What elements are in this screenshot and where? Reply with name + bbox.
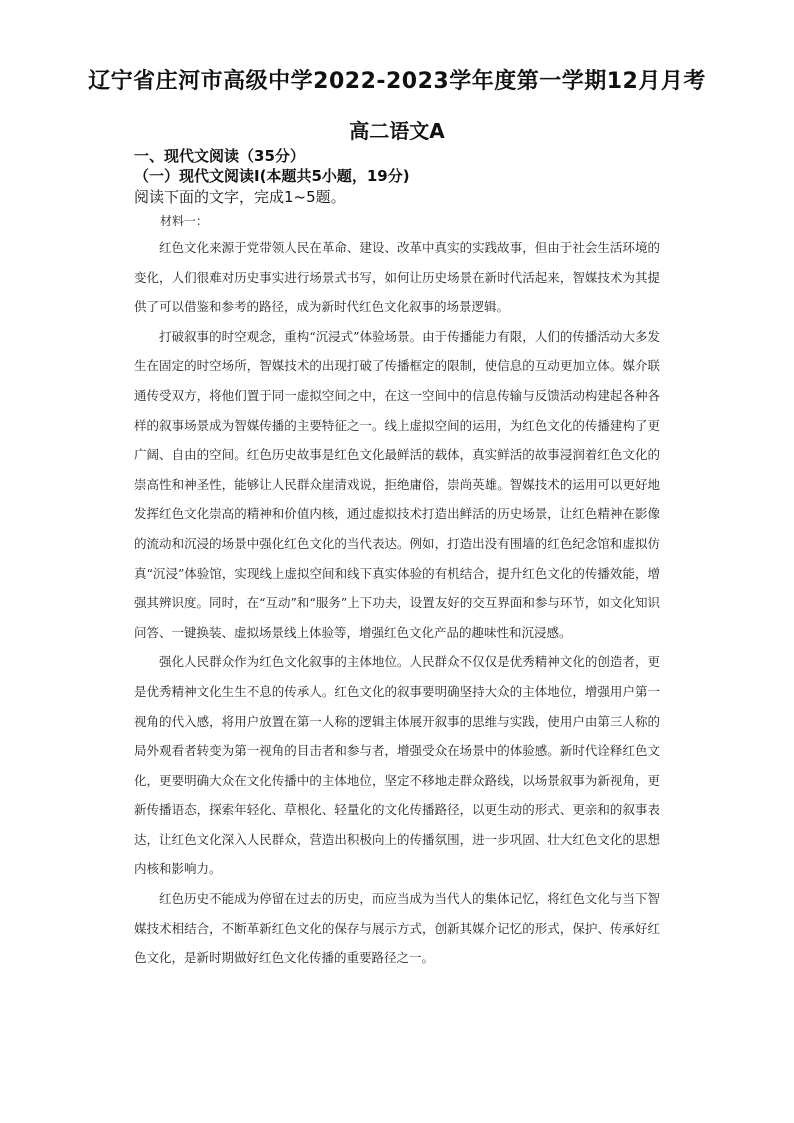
material-label: 材料一： — [160, 214, 209, 228]
paragraph: 打破叙事的时空观念，重构“沉浸式”体验场景。由于传播能力有限，人们的传播活动大多发生在固定的时空场所，智媒技术的出现打破了传播框定的限制，使信息的互动更加立体。媒介联通传受双方，将他们置于同一虚拟空间之中，在这一空间中的信息传输与反馈活动构建起各种各样的叙事场景成为智媒传播的主要特征之一。线上虚拟空间的运用，为红色文化的传播建构了更广阔、自由的空间。红色历史故事是红色文化最鲜活的载体，真实鲜活的故事浸润着红色文化的崇高性和神圣性，能够让人民群众崖清戏说，拒绝庸俗，崇尚英雄。智媒技术的运用可以更好地发挥红色文化崇高的精神和价值内核，通过虚拟技术打造出鲜活的历史场景，让红色精神在影像的流动和沉浸的场景中强化红色文化的当代表达。例如，打造出没有围墙的红色纪念馆和虚拟仿真“沉浸”体验馆，实现线上虚拟空间和线下真实体验的有机结合，提升红色文化的传播效能，增强其辨识度。同时，在“互动”和“服务”上下功夫，设置友好的交互界面和参与环节，如文化知识问答、一键换装、虚拟场景线上体验等，增强红色文化产品的趣味性和沉浸感。 — [134, 328, 660, 640]
exam-title: 辽宁省庄河市高级中学2022-2023学年度第一学期12月月考 — [88, 69, 706, 94]
subsection-heading: （一）现代文阅读I(本题共5小题，19分) — [134, 167, 410, 185]
paragraph: 红色历史不能成为停留在过去的历史，而应当成为当代人的集体记忆，将红色文化与当下智媒技术相结合，不断革新红色文化的保存与展示方式，创新其媒介记忆的形式，保护、传承好红色文化，是新时期做好红色文化传播的重要路径之一。 — [134, 891, 660, 966]
section-heading: 一、现代文阅读（35分） — [134, 147, 305, 165]
paragraph: 强化人民群众作为红色文化叙事的主体地位。人民群众不仅仅是优秀精神文化的创造者，更是优秀精神文化生生不息的传承人。红色文化的叙事要明确坚持大众的主体地位，增强用户第一视角的代入感，将用户放置在第一人称的逻辑主体展开叙事的思维与实践，使用户由第三人称的局外观看者转变为第一视角的目击者和参与者，增强受众在场景中的体验感。新时代诠释红色文化，更要明确大众在文化传播中的主体地位，坚定不移地走群众路线，以场景叙事为新视角，更新传播语态，探索年轻化、草根化、轻量化的文化传播路径，以更生动的形式、更亲和的叙事表达，让红色文化深入人民群众，营造出积极向上的传播氛围，进一步巩固、壮大红色文化的思想内核和影响力。 — [134, 654, 660, 877]
passage-body — [134, 233, 660, 973]
paragraph: 红色文化来源于党带领人民在革命、建设、改革中真实的实践故事，但由于社会生活环境的变化，人们很难对历史事实进行场景式书写，如何让历史场景在新时代活起来，智媒技术为其提供了可以借鉴和参考的路径，成为新时代红色文化叙事的场景逻辑。 — [134, 240, 660, 315]
exam-subtitle: 高二语文A — [349, 119, 445, 143]
instruction-text: 阅读下面的文字，完成1~5题。 — [134, 188, 346, 206]
